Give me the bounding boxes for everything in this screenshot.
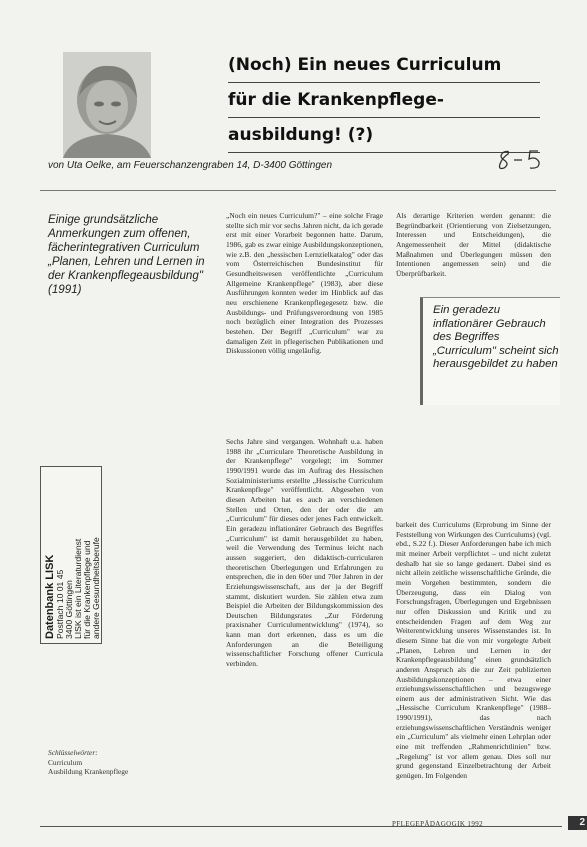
handwritten-signature — [496, 148, 548, 172]
title-line-3: ausbildung! (?) — [228, 125, 374, 145]
title-line-2: für die Krankenpflege- — [228, 90, 444, 110]
paragraph-requirements: barkeit des Curriculums (Erprobung im Sinne der Feststellung von Wirkungen des Curriculums) (vgl. ebd., S.22 f.). Dieser Anforderungen habe ich mich mit meiner Arbeit verpflichtet – und nicht zuletzt deshalb hat sie so lange gedauert. Dabei sind es nicht allein zeitliche wissenschaftliche Gründe, die mein Vorgehen bestimmten, sondern die Überzeugung, dass ein Dialog von Forschungsfragen, Überlegungen und Ergebnissen nur offen Diskussion und Kritik und zu entscheidenden Fragen auf dem Weg zur Weiterentwicklung unseres Wissenstandes ist. In diesem Sinne hat die von mir vorgelegte Arbeit „Planen, Lehren und Lernen in der Krankenpflegeausbildung" einen grundsätzlich anderen Anspruch als die zur Zeit publizierten Ausbildungskonzeptionen – etwa einer erziehungswissenschaftlichen und bezugswege einem aus der administrativen Sicht. Wie das „Hessische Curriculum Krankenpflege" (1988–1990/1991), das nach erziehungswissenschaftlichen Verständnis weniger ein „Curriculum" als vielmehr einen Lehrplan oder eine mit treffenden „Rahmenrichtlinien" bzw. „Regelung" ist vor allem genau. Dies soll nur grund gegenstand Einzelbetrachtung der Arbeit genügen. Im Folgenden — [396, 520, 551, 781]
stamp-title-3: 3400 Göttingen — [64, 580, 74, 639]
header-divider — [40, 190, 556, 191]
paragraph-intro: „Noch ein neues Curriculum?" – eine solche Frage stellte sich mir vor sechs Jahren nicht, da ich gerade erst mit einer Vorarbeit begonnen hatte. Darum, 1986, gab es zwar einige Ausbildungskonzeptionen, wie z.B. den „hessischen Lernzielkatalog" oder das vom Österreichischen Bundesinstitut für Gesundheitswesen veröffentlichte „Curriculum Allgemeine Krankenpflege" (1983), aber diese Ausführungen konnten weder im Hinblick auf das neu erschienene Krankenpflegegesetz bzw. die Ausbildungs- und Prüfungsverordnung von 1985 noch bezüglich einer Integration des Prozesses bestehen. Der Begriff „Curriculum" war zu damaligen Zeit in pflegerischen Publikationen und Diskussionen völlig ungeläufig. — [226, 211, 383, 356]
title-line-1: (Noch) Ein neues Curriculum — [228, 55, 502, 75]
keywords-box — [48, 748, 188, 777]
paragraph-criteria: Als derartige Kriterien werden genannt: die Begründbarkeit (Orientierung von Zielsetzungen, Interessen und Entscheidungen), die Angemessenheit der Mittel (didaktische Maßnahmen und Überlegungen müssen den Intentionen angemessen sein) und die Überprüfbarkeit. — [396, 211, 551, 278]
title-underline-1 — [228, 82, 540, 83]
paragraph-six-years: Sechs Jahre sind vergangen. Wohnhaft u.a. haben 1988 ihr „Curriculare Theoretische Ausbildung in der Krankenpflege" vorgelegt; im Sommer 1990/1991 wurde das im Auftrag des Hessischen Sozialministeriums erstellte „Hessische Curriculum Krankenpflege" veröffentlicht. Abgesehen von diesen Arbeiten hat es auch an verschiedenen Stellen und Orten, den der oder die am „Curriculum" für dieses oder jenes Fach entwickelt. Ein geradezu inflationärer Gebrauch des Begriffes „Curriculum" ist damit herausgebildet zu haben, weil die Verwendung des Terminus leicht nach aussen suggeriert, den didaktisch-curricularen theoretischen Überlegungen und Erfahrungen zu entsprechen, die in den 60er und 70er Jahren in der Erziehungswissenschaft, aus der ja der Begriff stammt, diskutiert wurden. Sie zählen etwa zum Beispiel die Arbeiten der Bildungskommission des Deutschen Bildungsrates „Zur Förderung praxisnaher Curriculumentwicklung" (1974), so kann man dort erkennen, dass es um die Anforderungen an die Beteiligung wissenschaftlicher Forschung offener Curricula verbinden. — [226, 437, 383, 669]
article-subheading: Einige grundsätzliche Anmerkungen zum offenen, fächerintegrativen Curriculum „Planen, Lehren und Lernen in der Krankenpflegeausbildung" (1991) — [48, 213, 205, 296]
stamp-info-2: für die Krankenpflege und — [82, 540, 92, 639]
keyword-item-1: Curriculum — [48, 757, 83, 767]
body-column-2-top — [396, 211, 551, 279]
keyword-item-2: Ausbildung Krankenpflege — [48, 767, 129, 777]
footer-rule — [40, 826, 562, 827]
journal-name: PFLEGEPÄDAGOGIK 1992 — [392, 820, 484, 828]
author-portrait-image — [63, 52, 151, 158]
article-title — [228, 48, 528, 153]
page-number: 2 — [568, 816, 587, 830]
body-column-1-bottom — [226, 437, 383, 669]
stamp-title-1: Datenbank LISK — [44, 554, 56, 639]
library-stamp — [40, 466, 102, 644]
stamp-title-2: Postfach 10 01 45 — [55, 569, 65, 639]
pull-quote: Ein geradezu inflationärer Gebrauch des Begriffes „Curriculum" scheint sich herausgebildet zu haben — [420, 297, 560, 405]
title-underline-3 — [228, 152, 540, 153]
stamp-info-3: andere Gesundheitsberufe — [91, 537, 101, 639]
body-column-1-top — [226, 211, 383, 356]
keywords-title: Schlüsselwörter: — [48, 748, 98, 757]
body-column-2-bottom — [396, 520, 551, 781]
author-line: von Uta Oelke, am Feuerschanzengraben 14, D-3400 Göttingen — [48, 160, 333, 171]
author-photo — [63, 52, 151, 158]
title-underline-2 — [228, 117, 540, 118]
stamp-info-1: LISK ist ein Literaturdienst — [73, 538, 83, 639]
